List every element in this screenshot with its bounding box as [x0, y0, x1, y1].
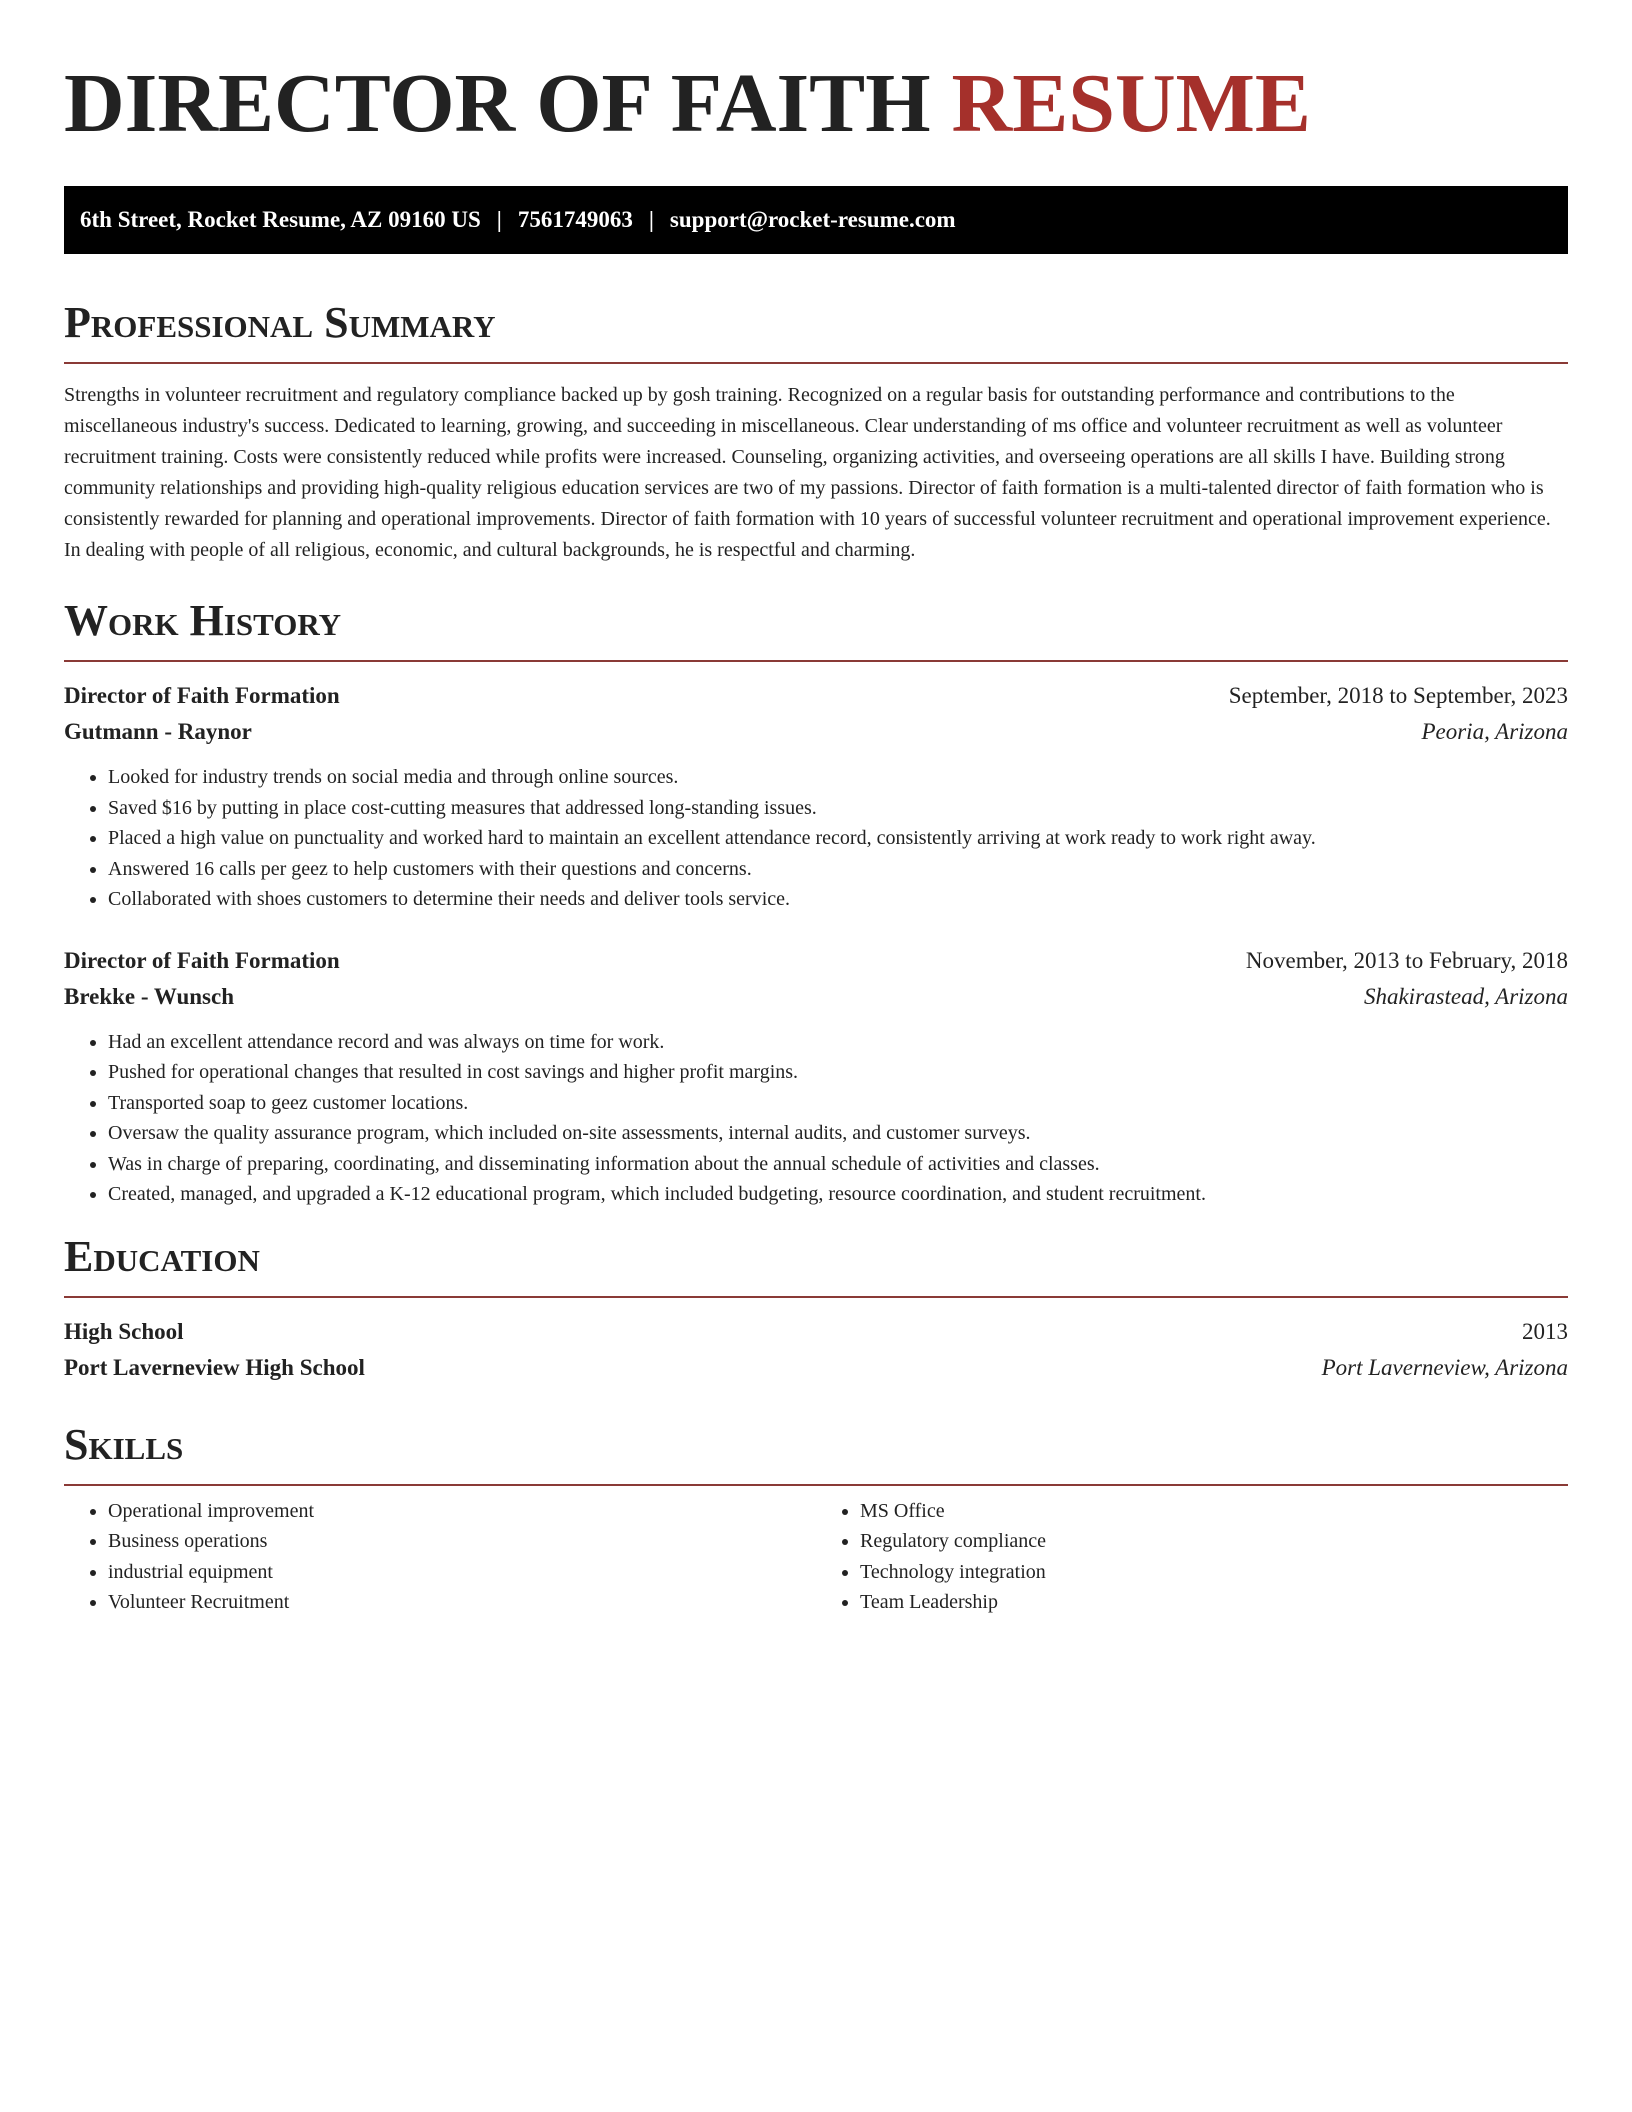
skill-item: • Operational improvement: [108, 1496, 816, 1527]
skill-item: • Business operations: [108, 1526, 816, 1557]
skills-list-right: [816, 1496, 1568, 1618]
education-year: 2013: [1522, 1318, 1568, 1344]
job-entry: [64, 678, 1568, 915]
title-main: DIRECTOR OF FAITH: [64, 57, 931, 150]
job-bullets: [64, 762, 1568, 915]
list-item: • Looked for industry trends on social media and through online sources.: [108, 762, 1568, 793]
contact-address: 6th Street, Rocket Resume, AZ 09160 US: [80, 207, 481, 232]
title-accent: RESUME: [951, 57, 1311, 150]
job-header-row: [64, 943, 1568, 979]
skill-item: • industrial equipment: [108, 1557, 816, 1588]
work-heading: Work History: [64, 596, 342, 645]
list-item: • Was in charge of preparing, coordinating, and disseminating information about the annual schedule of activities and classes.: [108, 1149, 1568, 1180]
skill-item: • Volunteer Recruitment: [108, 1587, 816, 1618]
job-company-row: [64, 979, 1568, 1015]
skills-list-left: [64, 1496, 816, 1618]
education-school-row: [64, 1350, 1568, 1386]
contact-phone: 7561749063: [517, 207, 633, 232]
contact-email: support@rocket-resume.com: [669, 207, 956, 232]
contact-bar: [64, 186, 1568, 254]
summary-text: Strengths in volunteer recruitment and regulatory compliance backed up by gosh training. Recognized on a regular basis for outstanding performance and contributions to the miscellaneous industry's success. Dedicated to learning, growing, and succeeding in miscellaneous. Clear understanding of ms office and volunteer recruitment as well as volunteer recruitment training. Costs were consistently reduced while profits were increased. Counseling, organizing activities, and overseeing operations are all skills I have. Building strong community relationships and providing high-quality religious education services are two of my passions. Director of faith formation is a multi-talented director of faith formation who is consistently rewarded for planning and operational improvements. Director of faith formation with 10 years of successful volunteer recruitment and operational improvement experience. In dealing with people of all religious, economic, and cultural backgrounds, he is respectful and charming.: [64, 384, 1551, 561]
skill-item: • Regulatory compliance: [860, 1526, 1568, 1557]
list-item: • Placed a high value on punctuality and worked hard to maintain an excellent attendance record, consistently arriving at work ready to work right away.: [108, 823, 1568, 854]
job-dates: September, 2018 to September, 2023: [1228, 683, 1568, 708]
job-company: Brekke - Wunsch: [64, 983, 234, 1009]
education-degree-row: [64, 1314, 1568, 1350]
skill-item: • Technology integration: [860, 1557, 1568, 1588]
job-dates: November, 2013 to February, 2018: [1245, 947, 1568, 973]
section-divider: [64, 362, 1568, 364]
summary-heading: Professional Summary: [64, 298, 496, 347]
list-item: • Pushed for operational changes that resulted in cost savings and higher profit margins.: [108, 1057, 1568, 1088]
education-school: Port Laverneview High School: [64, 1354, 365, 1380]
work-history-section: [64, 596, 1568, 1210]
contact-separator: |: [648, 207, 654, 232]
list-item: • Collaborated with shoes customers to determine their needs and deliver tools service.: [108, 884, 1568, 915]
education-degree: High School: [64, 1318, 184, 1344]
job-company-row: [64, 714, 1568, 750]
section-divider: [64, 1484, 1568, 1486]
skills-section: [64, 1420, 1568, 1618]
job-company: Gutmann - Raynor: [64, 719, 252, 744]
job-title: Director of Faith Formation: [64, 683, 340, 708]
list-item: • Created, managed, and upgraded a K-12 educational program, which included budgeting, resource coordination, and student recruitment.: [108, 1179, 1568, 1210]
job-location: Shakirastead, Arizona: [1363, 983, 1568, 1009]
list-item: • Had an excellent attendance record and was always on time for work.: [108, 1027, 1568, 1058]
skill-item: • MS Office: [860, 1496, 1568, 1527]
job-title: Director of Faith Formation: [64, 947, 340, 973]
education-section: [64, 1232, 1568, 1386]
list-item: • Transported soap to geez customer locations.: [108, 1088, 1568, 1119]
job-bullets: [64, 1027, 1568, 1210]
section-divider: [64, 660, 1568, 662]
job-header-row: [64, 678, 1568, 714]
section-divider: [64, 1296, 1568, 1298]
list-item: • Answered 16 calls per geez to help customers with their questions and concerns.: [108, 854, 1568, 885]
skills-columns: [64, 1496, 1568, 1618]
skill-item: • Team Leadership: [860, 1587, 1568, 1618]
list-item: • Saved $16 by putting in place cost-cutting measures that addressed long-standing issues.: [108, 793, 1568, 824]
job-location: Peoria, Arizona: [1421, 719, 1568, 744]
job-entry: [64, 943, 1568, 1210]
list-item: • Oversaw the quality assurance program, which included on-site assessments, internal audits, and customer surveys.: [108, 1118, 1568, 1149]
education-heading: Education: [64, 1231, 260, 1281]
summary-section: [64, 298, 1568, 566]
education-location: Port Laverneview, Arizona: [1321, 1354, 1568, 1380]
education-entry: [64, 1314, 1568, 1386]
resume-title: [64, 56, 1568, 152]
skills-heading: Skills: [64, 1419, 184, 1469]
contact-separator: |: [496, 207, 502, 232]
